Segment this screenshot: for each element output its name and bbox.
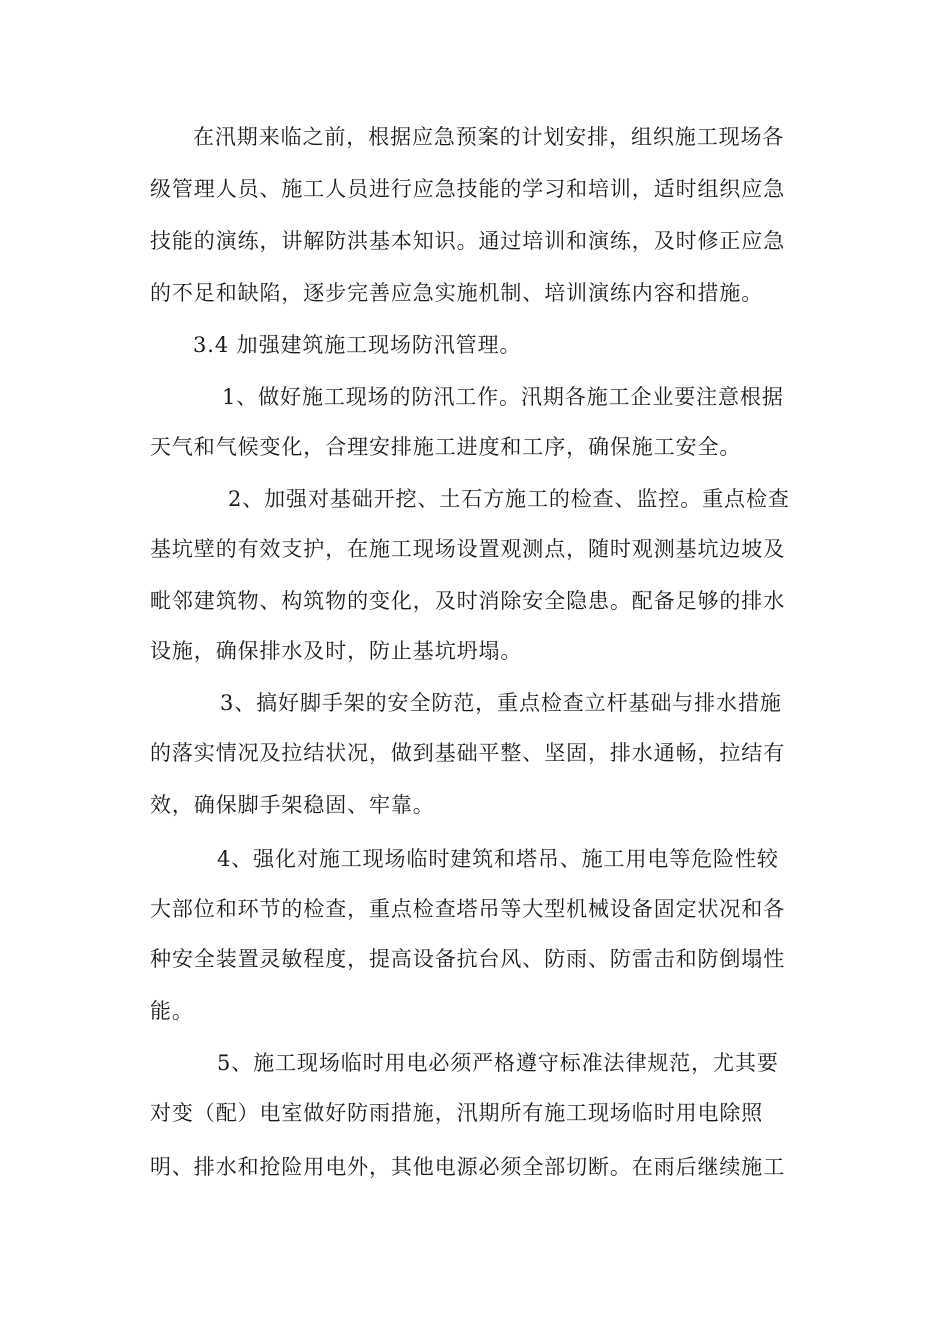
text-line: 2、加强对基础开挖、土石方施工的检查、监控。重点检查 <box>228 487 790 511</box>
text-line: 1、做好施工现场的防汛工作。汛期各施工企业要注意根据 <box>222 385 784 409</box>
text-line: 级管理人员、施工人员进行应急技能的学习和培训，适时组织应急 <box>150 177 786 201</box>
text-line: 技能的演练，讲解防洪基本知识。通过培训和演练，及时修正应急 <box>150 229 786 253</box>
text-line: 3、搞好脚手架的安全防范，重点检查立杆基础与排水措施 <box>220 691 782 715</box>
text-line: 种安全装置灵敏程度，提高设备抗台风、防雨、防雷击和防倒塌性 <box>150 947 786 971</box>
text-line: 明、排水和抢险用电外，其他电源必须全部切断。在雨后继续施工 <box>150 1155 786 1179</box>
text-line: 天气和气候变化，合理安排施工进度和工序，确保施工安全。 <box>150 435 742 459</box>
section-heading: 3.4 加强建筑施工现场防汛管理。 <box>193 333 522 357</box>
text-line: 4、强化对施工现场临时建筑和塔吊、施工用电等危险性较 <box>217 847 779 871</box>
text-line: 效，确保脚手架稳固、牢靠。 <box>150 793 435 817</box>
text-line: 的落实情况及拉结状况，做到基础平整、坚固，排水通畅，拉结有 <box>150 741 786 765</box>
text-line: 5、施工现场临时用电必须严格遵守标准法律规范，尤其要 <box>217 1051 779 1075</box>
text-line: 能。 <box>150 999 194 1023</box>
text-line: 基坑壁的有效支护，在施工现场设置观测点，随时观测基坑边坡及 <box>150 537 786 561</box>
text-line: 的不足和缺陷，逐步完善应急实施机制、培训演练内容和措施。 <box>150 281 764 305</box>
text-line: 对变（配）电室做好防雨措施，汛期所有施工现场临时用电除照 <box>150 1101 764 1125</box>
text-line: 大部位和环节的检查，重点检查塔吊等大型机械设备固定状况和各 <box>150 897 786 921</box>
text-line: 在汛期来临之前，根据应急预案的计划安排，组织施工现场各 <box>193 125 785 149</box>
text-line: 毗邻建筑物、构筑物的变化，及时消除安全隐患。配备足够的排水 <box>150 589 786 613</box>
text-line: 设施，确保排水及时，防止基坑坍塌。 <box>150 639 523 663</box>
